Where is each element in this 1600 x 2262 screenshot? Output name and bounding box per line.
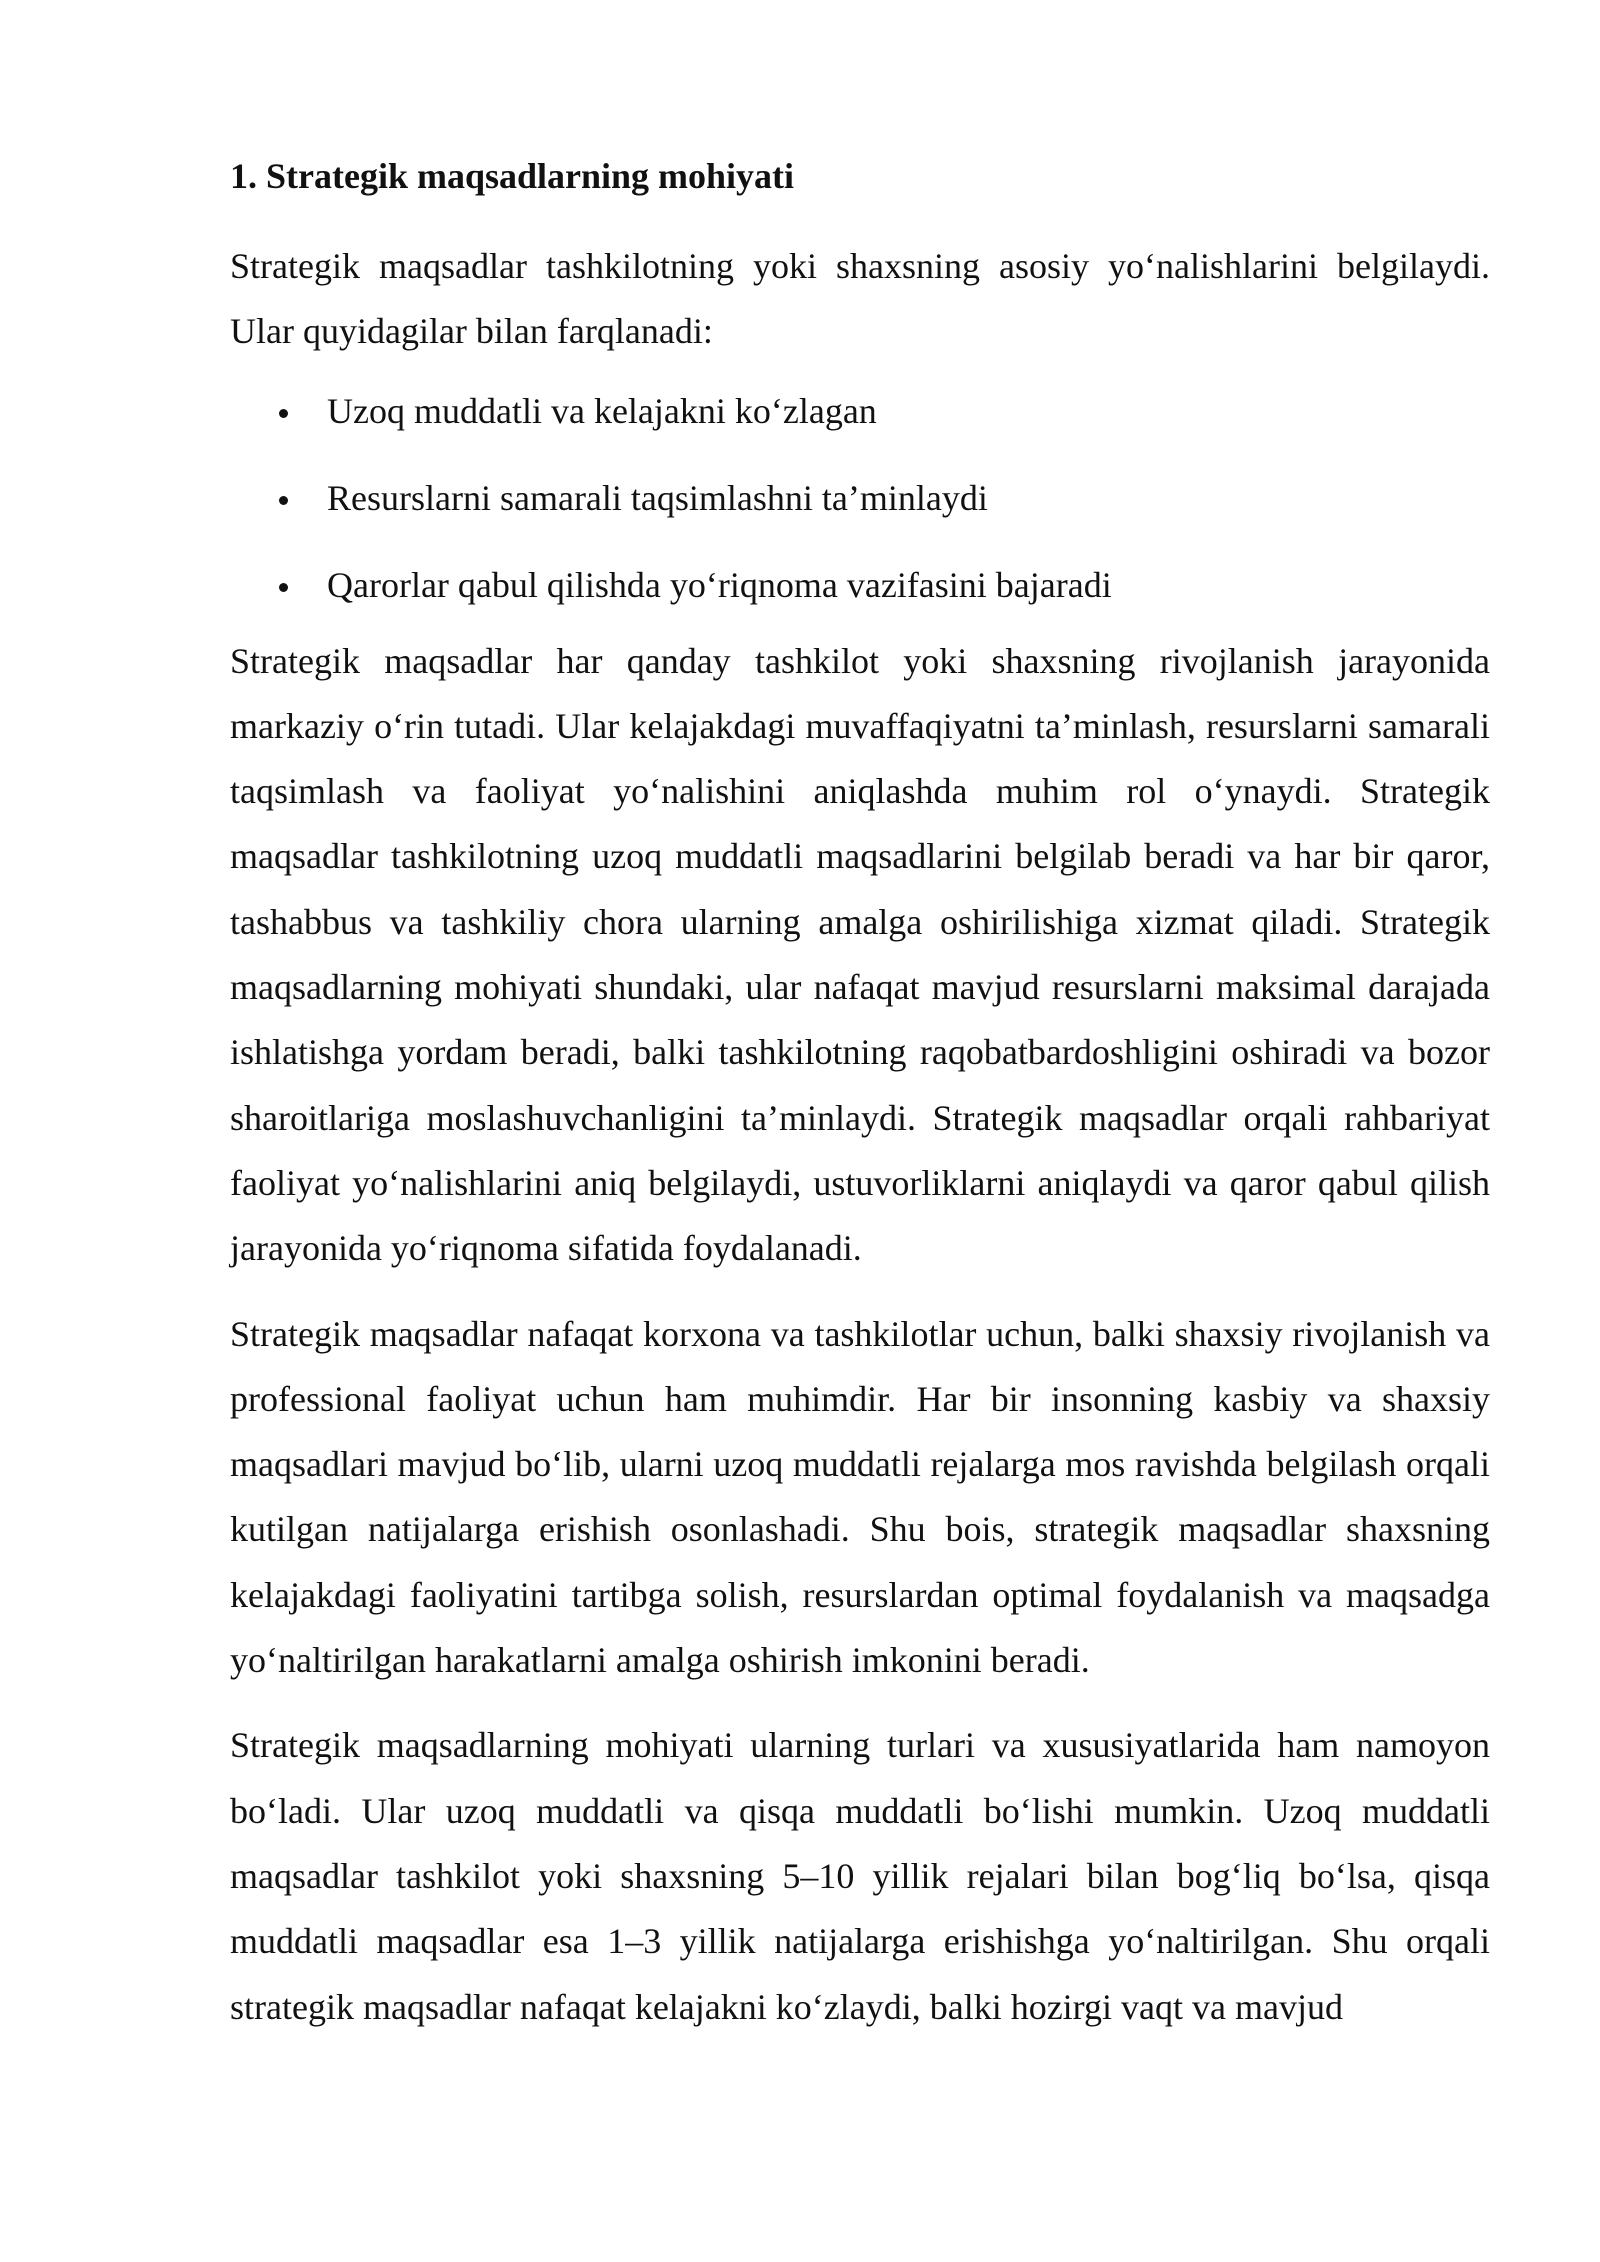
bullet-icon [279, 583, 288, 592]
list-item-text: Qarorlar qabul qilishda yo‘riqnoma vazifasini bajaradi [327, 564, 1112, 605]
body-paragraph: Strategik maqsadlarning mohiyati ularning turlari va xususiyatlarida ham namoyon bo‘ladi. Ular uzoq muddatli va qisqa muddatli bo‘lishi mumkin. Uzoq muddatli maqsadlar tashkilot yoki shaxsning 5–10 yillik rejalari bilan bog‘liq bo‘lsa, qisqa muddatli maqsadlar esa 1–3 yillik natijalarga erishishga yo‘naltirilgan. Shu orqali strategik maqsadlar nafaqat kelajakni ko‘zlaydi, balki hozirgi vaqt va mavjud [230, 1725, 1490, 2027]
intro-paragraph: Strategik maqsadlar tashkilotning yoki shaxsning asosiy yo‘nalishlarini belgilaydi. Ular quyidagilar bilan farqlanadi: [230, 246, 1490, 352]
bullet-icon [279, 496, 288, 505]
bullet-icon [279, 409, 288, 418]
body-paragraph: Strategik maqsadlar nafaqat korxona va tashkilotlar uchun, balki shaxsiy rivojlanish va professional faoliyat uchun ham muhimdir. Har bir insonning kasbiy va shaxsiy maqsadlari mavjud bo‘lib, ularni uzoq muddatli rejalarga mos ravishda belgilash orqali kutilgan natijalarga erishish osonlashadi. Shu bois, strategik maqsadlar shaxsning kelajakdagi faoliyatini tartibga solish, resurslardan optimal foydalanish va maqsadga yo‘naltirilgan harakatlarni amalga oshirish imkonini beradi. [230, 1313, 1490, 1681]
document-page [230, 150, 1490, 2060]
bullet-list [230, 385, 1490, 611]
section-heading: 1. Strategik maqsadlarning mohiyati [230, 156, 795, 196]
list-item [230, 385, 1490, 437]
list-item [230, 559, 1490, 611]
list-item-text: Resurslarni samarali taqsimlashni ta’minlaydi [327, 477, 988, 518]
list-item-text: Uzoq muddatli va kelajakni ko‘zlagan [327, 390, 877, 431]
list-item [230, 472, 1490, 524]
body-paragraph: Strategik maqsadlar har qanday tashkilot yoki shaxsning rivojlanish jarayonida markaziy o‘rin tutadi. Ular kelajakdagi muvaffaqiyatni ta’minlash, resurslarni samarali taqsimlash va faoliyat yo‘nalishini aniqlashda muhim rol o‘ynaydi. Strategik maqsadlar tashkilotning uzoq muddatli maqsadlarini belgilab beradi va har bir qaror, tashabbus va tashkiliy chora ularning amalga oshirilishiga xizmat qiladi. Strategik maqsadlarning mohiyati shundaki, ular nafaqat mavjud resurslarni maksimal darajada ishlatishga yordam beradi, balki tashkilotning raqobatbardoshligini oshiradi va bozor sharoitlariga moslashuvchanligini ta’minlaydi. Strategik maqsadlar orqali rahbariyat faoliyat yo‘nalishlarini aniq belgilaydi, ustuvorliklarni aniqlaydi va qaror qabul qilish jarayonida yo‘riqnoma sifatida foydalanadi. [230, 640, 1490, 1269]
